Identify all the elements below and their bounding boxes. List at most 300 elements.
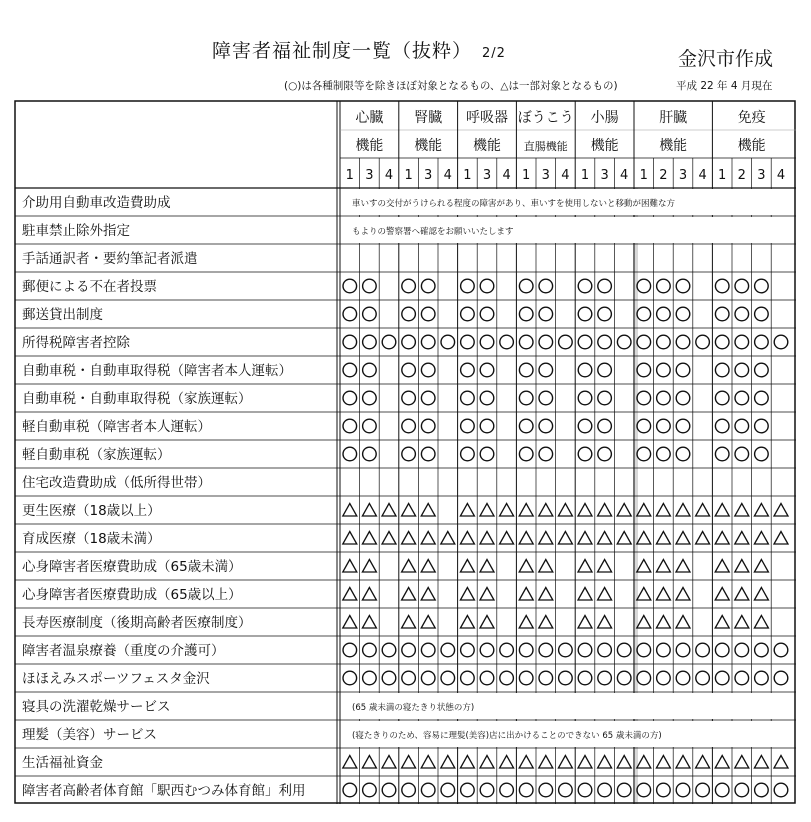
triangle-mark <box>656 756 670 769</box>
group-sub-6: 機能 <box>737 138 766 154</box>
triangle-mark <box>696 532 710 545</box>
triangle-mark <box>774 756 788 769</box>
triangle-mark <box>715 616 729 629</box>
circle-mark <box>657 363 671 377</box>
triangle-mark <box>558 532 572 545</box>
circle-mark <box>539 783 553 797</box>
triangle-mark <box>343 588 357 601</box>
circle-mark <box>696 335 710 349</box>
triangle-mark <box>421 560 435 573</box>
circle-mark <box>382 783 396 797</box>
circle-mark <box>657 335 671 349</box>
row-label: ほほえみスポーツフェスタ金沢 <box>22 671 210 687</box>
welfare-table <box>14 100 800 810</box>
triangle-mark <box>578 532 592 545</box>
group-sub-2: 機能 <box>473 138 501 154</box>
circle-mark <box>363 307 377 321</box>
circle-mark <box>617 643 631 657</box>
circle-mark <box>539 307 553 321</box>
circle-mark <box>774 671 788 685</box>
circle-mark <box>519 643 533 657</box>
circle-mark <box>461 307 475 321</box>
circle-mark <box>676 335 690 349</box>
row-label: 生活福祉資金 <box>22 755 103 771</box>
circle-mark <box>755 671 769 685</box>
circle-mark <box>735 363 749 377</box>
circle-mark <box>441 643 455 657</box>
triangle-mark <box>735 616 749 629</box>
triangle-mark <box>578 616 592 629</box>
circle-mark <box>755 307 769 321</box>
row-note: 車いすの交付がうけられる程度の障害があり、車いすを使用しないと移動が困難な方 <box>352 199 676 209</box>
circle-mark <box>363 783 377 797</box>
circle-mark <box>363 363 377 377</box>
grade-label: 4 <box>776 168 786 183</box>
triangle-mark <box>402 560 416 573</box>
circle-mark <box>657 391 671 405</box>
triangle-mark <box>735 560 749 573</box>
triangle-mark <box>480 756 494 769</box>
circle-mark <box>402 307 416 321</box>
row-label: 自動車税・自動車取得税（障害者本人運転） <box>22 363 292 379</box>
circle-mark <box>539 419 553 433</box>
circle-mark <box>402 391 416 405</box>
circle-mark <box>637 643 651 657</box>
circle-mark <box>735 335 749 349</box>
grade-label: 2 <box>659 168 668 183</box>
circle-mark <box>539 363 553 377</box>
triangle-mark <box>637 616 651 629</box>
circle-mark <box>402 279 416 293</box>
as-of-date: 平成 22 年 4 月現在 <box>676 80 773 92</box>
triangle-mark <box>500 532 514 545</box>
circle-mark <box>559 335 573 349</box>
circle-mark <box>402 419 416 433</box>
triangle-mark <box>715 560 729 573</box>
triangle-mark <box>519 616 533 629</box>
triangle-mark <box>598 588 612 601</box>
circle-mark <box>500 643 514 657</box>
circle-mark <box>617 671 631 685</box>
row-label: 理髪（美容）サービス <box>22 727 157 743</box>
triangle-mark <box>343 504 357 517</box>
triangle-mark <box>715 532 729 545</box>
triangle-mark <box>656 616 670 629</box>
row-label: 寝具の洗濯乾燥サービス <box>22 699 171 715</box>
circle-mark <box>343 783 357 797</box>
circle-mark <box>539 391 553 405</box>
row-note: (65 歳未満の寝たきり状態の方) <box>352 703 475 713</box>
circle-mark <box>402 783 416 797</box>
row-label: 長寿医療制度（後期高齢者医療制度） <box>22 615 252 631</box>
circle-mark <box>480 363 494 377</box>
group-sub-1: 機能 <box>414 138 443 154</box>
row-label: 所得税障害者控除 <box>22 335 130 351</box>
circle-mark <box>480 419 494 433</box>
triangle-mark <box>598 532 612 545</box>
grade-label: 4 <box>502 168 511 183</box>
triangle-mark <box>754 756 768 769</box>
triangle-mark <box>676 588 690 601</box>
group-name-5: 肝臓 <box>659 110 688 126</box>
circle-mark <box>637 783 651 797</box>
triangle-mark <box>519 504 533 517</box>
triangle-mark <box>362 532 376 545</box>
triangle-mark <box>421 504 435 517</box>
circle-mark <box>637 307 651 321</box>
triangle-mark <box>676 756 690 769</box>
circle-mark <box>657 643 671 657</box>
circle-mark <box>382 671 396 685</box>
triangle-mark <box>558 756 572 769</box>
circle-mark <box>363 419 377 433</box>
row-label: 軽自動車税（障害者本人運転） <box>22 419 211 435</box>
group-sub-5: 機能 <box>659 138 688 154</box>
triangle-mark <box>519 588 533 601</box>
grade-label: 3 <box>757 168 766 183</box>
circle-mark <box>755 643 769 657</box>
author: 金沢市作成 <box>678 48 774 70</box>
triangle-mark <box>519 560 533 573</box>
circle-mark <box>696 783 710 797</box>
triangle-mark <box>578 588 592 601</box>
triangle-mark <box>343 616 357 629</box>
triangle-mark <box>617 532 631 545</box>
triangle-mark <box>735 504 749 517</box>
triangle-mark <box>637 560 651 573</box>
circle-mark <box>559 643 573 657</box>
circle-mark <box>519 391 533 405</box>
circle-mark <box>421 447 435 461</box>
circle-mark <box>774 783 788 797</box>
circle-mark <box>343 643 357 657</box>
circle-mark <box>519 335 533 349</box>
triangle-mark <box>343 756 357 769</box>
circle-mark <box>402 643 416 657</box>
triangle-mark <box>500 756 514 769</box>
row-note: もよりの警察署へ確認をお願いいたします <box>352 227 514 237</box>
circle-mark <box>676 363 690 377</box>
triangle-mark <box>676 504 690 517</box>
circle-mark <box>715 447 729 461</box>
circle-mark <box>421 363 435 377</box>
circle-mark <box>637 391 651 405</box>
circle-mark <box>343 307 357 321</box>
triangle-mark <box>598 616 612 629</box>
triangle-mark <box>362 504 376 517</box>
triangle-mark <box>578 560 592 573</box>
circle-mark <box>480 671 494 685</box>
circle-mark <box>735 671 749 685</box>
circle-mark <box>755 447 769 461</box>
circle-mark <box>343 447 357 461</box>
triangle-mark <box>578 504 592 517</box>
triangle-mark <box>539 588 553 601</box>
page-title <box>212 36 506 63</box>
circle-mark <box>715 279 729 293</box>
circle-mark <box>637 335 651 349</box>
circle-mark <box>421 307 435 321</box>
grade-label: 4 <box>443 168 452 183</box>
triangle-mark <box>421 588 435 601</box>
triangle-mark <box>715 756 729 769</box>
circle-mark <box>735 447 749 461</box>
circle-mark <box>343 279 357 293</box>
circle-mark <box>637 419 651 433</box>
circle-mark <box>519 671 533 685</box>
triangle-mark <box>441 532 455 545</box>
triangle-mark <box>676 560 690 573</box>
circle-mark <box>363 671 377 685</box>
grade-label: 1 <box>718 168 727 183</box>
triangle-mark <box>754 532 768 545</box>
circle-mark <box>598 279 612 293</box>
circle-mark <box>598 307 612 321</box>
circle-mark <box>774 643 788 657</box>
row-note: (寝たきりのため、容易に理髪(美容)店に出かけることのできない 65 歳未満の方) <box>352 731 662 741</box>
triangle-mark <box>343 560 357 573</box>
grade-label: 4 <box>620 168 629 183</box>
triangle-mark <box>480 616 494 629</box>
grade-label: 3 <box>678 168 688 183</box>
grade-label: 1 <box>639 168 648 183</box>
circle-mark <box>539 671 553 685</box>
circle-mark <box>480 307 494 321</box>
grade-label: 1 <box>404 168 413 183</box>
triangle-mark <box>402 504 416 517</box>
circle-mark <box>500 783 514 797</box>
triangle-mark <box>715 588 729 601</box>
triangle-mark <box>382 504 396 517</box>
circle-mark <box>441 671 455 685</box>
circle-mark <box>421 419 435 433</box>
group-name-0: 心臓 <box>355 110 384 126</box>
circle-mark <box>617 335 631 349</box>
circle-mark <box>774 335 788 349</box>
circle-mark <box>676 419 690 433</box>
triangle-mark <box>637 532 651 545</box>
row-label: 心身障害者医療費助成（65歳未満） <box>22 559 242 575</box>
triangle-mark <box>460 616 474 629</box>
triangle-mark <box>382 756 396 769</box>
circle-mark <box>696 643 710 657</box>
circle-mark <box>539 279 553 293</box>
triangle-mark <box>421 756 435 769</box>
circle-mark <box>539 447 553 461</box>
triangle-mark <box>754 560 768 573</box>
triangle-mark <box>539 756 553 769</box>
row-label: 心身障害者医療費助成（65歳以上） <box>22 587 242 603</box>
circle-mark <box>363 279 377 293</box>
triangle-mark <box>676 616 690 629</box>
circle-mark <box>382 643 396 657</box>
group-sub-3: 直腸機能 <box>523 140 568 153</box>
circle-mark <box>637 363 651 377</box>
circle-mark <box>715 363 729 377</box>
circle-mark <box>578 783 592 797</box>
grade-label: 3 <box>541 168 550 183</box>
row-label: 更生医療（18歳以上） <box>22 503 161 519</box>
circle-mark <box>343 335 357 349</box>
circle-mark <box>676 671 690 685</box>
triangle-mark <box>362 756 376 769</box>
triangle-mark <box>539 504 553 517</box>
circle-mark <box>461 419 475 433</box>
circle-mark <box>578 279 592 293</box>
triangle-mark <box>480 532 494 545</box>
row-label: 自動車税・自動車取得税（家族運転） <box>22 391 252 407</box>
triangle-mark <box>696 504 710 517</box>
triangle-mark <box>460 504 474 517</box>
triangle-mark <box>774 504 788 517</box>
triangle-mark <box>402 756 416 769</box>
triangle-mark <box>362 616 376 629</box>
group-sub-4: 機能 <box>590 138 619 154</box>
circle-mark <box>735 279 749 293</box>
circle-mark <box>480 279 494 293</box>
circle-mark <box>519 363 533 377</box>
circle-mark <box>363 391 377 405</box>
row-label: 障害者高齢者体育館「駅西むつみ体育館」利用 <box>22 783 306 799</box>
circle-mark <box>676 307 690 321</box>
triangle-mark <box>617 756 631 769</box>
circle-mark <box>461 671 475 685</box>
circle-mark <box>755 391 769 405</box>
triangle-mark <box>539 616 553 629</box>
circle-mark <box>441 335 455 349</box>
grade-label: 3 <box>424 168 433 183</box>
row-label: 軽自動車税（家族運転） <box>22 447 171 463</box>
triangle-mark <box>539 532 553 545</box>
triangle-mark <box>402 532 416 545</box>
grade-label: 3 <box>600 168 609 183</box>
triangle-mark <box>598 504 612 517</box>
circle-mark <box>519 783 533 797</box>
circle-mark <box>598 363 612 377</box>
circle-mark <box>539 643 553 657</box>
grade-label: 1 <box>580 168 590 183</box>
circle-mark <box>480 783 494 797</box>
circle-mark <box>715 335 729 349</box>
circle-mark <box>735 307 749 321</box>
circle-mark <box>715 391 729 405</box>
triangle-mark <box>735 588 749 601</box>
triangle-mark <box>480 588 494 601</box>
circle-mark <box>696 671 710 685</box>
circle-mark <box>402 447 416 461</box>
circle-mark <box>598 419 612 433</box>
row-label: 住宅改造費助成（低所得世帯） <box>22 475 211 491</box>
circle-mark <box>519 307 533 321</box>
triangle-mark <box>735 756 749 769</box>
circle-mark <box>715 643 729 657</box>
grade-label: 4 <box>561 168 570 183</box>
triangle-mark <box>362 560 376 573</box>
circle-mark <box>421 671 435 685</box>
row-label: 郵送貸出制度 <box>22 307 103 323</box>
group-name-4: 小腸 <box>590 110 619 126</box>
circle-mark <box>559 671 573 685</box>
circle-mark <box>715 783 729 797</box>
grade-label: 1 <box>463 168 472 183</box>
circle-mark <box>657 419 671 433</box>
circle-mark <box>461 783 475 797</box>
triangle-mark <box>637 504 651 517</box>
circle-mark <box>715 307 729 321</box>
circle-mark <box>461 363 475 377</box>
triangle-mark <box>617 504 631 517</box>
triangle-mark <box>598 560 612 573</box>
circle-mark <box>755 419 769 433</box>
triangle-mark <box>343 532 357 545</box>
group-name-1: 腎臓 <box>414 110 443 126</box>
row-label: 郵便による不在者投票 <box>22 279 157 295</box>
triangle-mark <box>637 756 651 769</box>
triangle-mark <box>441 756 455 769</box>
circle-mark <box>735 783 749 797</box>
circle-mark <box>461 447 475 461</box>
triangle-mark <box>421 616 435 629</box>
triangle-mark <box>460 588 474 601</box>
triangle-mark <box>480 504 494 517</box>
circle-mark <box>461 391 475 405</box>
circle-mark <box>676 447 690 461</box>
triangle-mark <box>382 532 396 545</box>
legend-note: (○)は各種制限等を除きほぼ対象となるもの、△は一部対象となるもの) <box>284 80 618 92</box>
circle-mark <box>480 447 494 461</box>
triangle-mark <box>558 504 572 517</box>
group-sub-0: 機能 <box>355 138 384 154</box>
grade-label: 3 <box>482 168 492 183</box>
triangle-mark <box>421 532 435 545</box>
circle-mark <box>500 671 514 685</box>
document-title: 障害者福祉制度一覧（抜粋） <box>212 40 473 62</box>
circle-mark <box>657 671 671 685</box>
page-indicator: 2/2 <box>482 46 506 61</box>
grade-label: 2 <box>737 168 746 183</box>
triangle-mark <box>519 532 533 545</box>
circle-mark <box>578 335 592 349</box>
circle-mark <box>598 391 612 405</box>
triangle-mark <box>460 560 474 573</box>
circle-mark <box>441 783 455 797</box>
group-name-3: ぼうこう <box>517 110 574 126</box>
grade-label: 1 <box>345 168 354 183</box>
triangle-mark <box>774 532 788 545</box>
grade-label: 4 <box>698 168 707 183</box>
triangle-mark <box>754 616 768 629</box>
triangle-mark <box>656 560 670 573</box>
triangle-mark <box>754 504 768 517</box>
circle-mark <box>637 447 651 461</box>
triangle-mark <box>539 560 553 573</box>
circle-mark <box>578 307 592 321</box>
triangle-mark <box>460 756 474 769</box>
circle-mark <box>755 783 769 797</box>
circle-mark <box>500 335 514 349</box>
triangle-mark <box>460 532 474 545</box>
triangle-mark <box>362 588 376 601</box>
circle-mark <box>421 335 435 349</box>
circle-mark <box>382 335 396 349</box>
circle-mark <box>657 447 671 461</box>
row-label: 障害者温泉療養（重度の介護可） <box>22 643 225 659</box>
circle-mark <box>715 671 729 685</box>
circle-mark <box>676 643 690 657</box>
circle-mark <box>755 363 769 377</box>
circle-mark <box>755 335 769 349</box>
triangle-mark <box>676 532 690 545</box>
